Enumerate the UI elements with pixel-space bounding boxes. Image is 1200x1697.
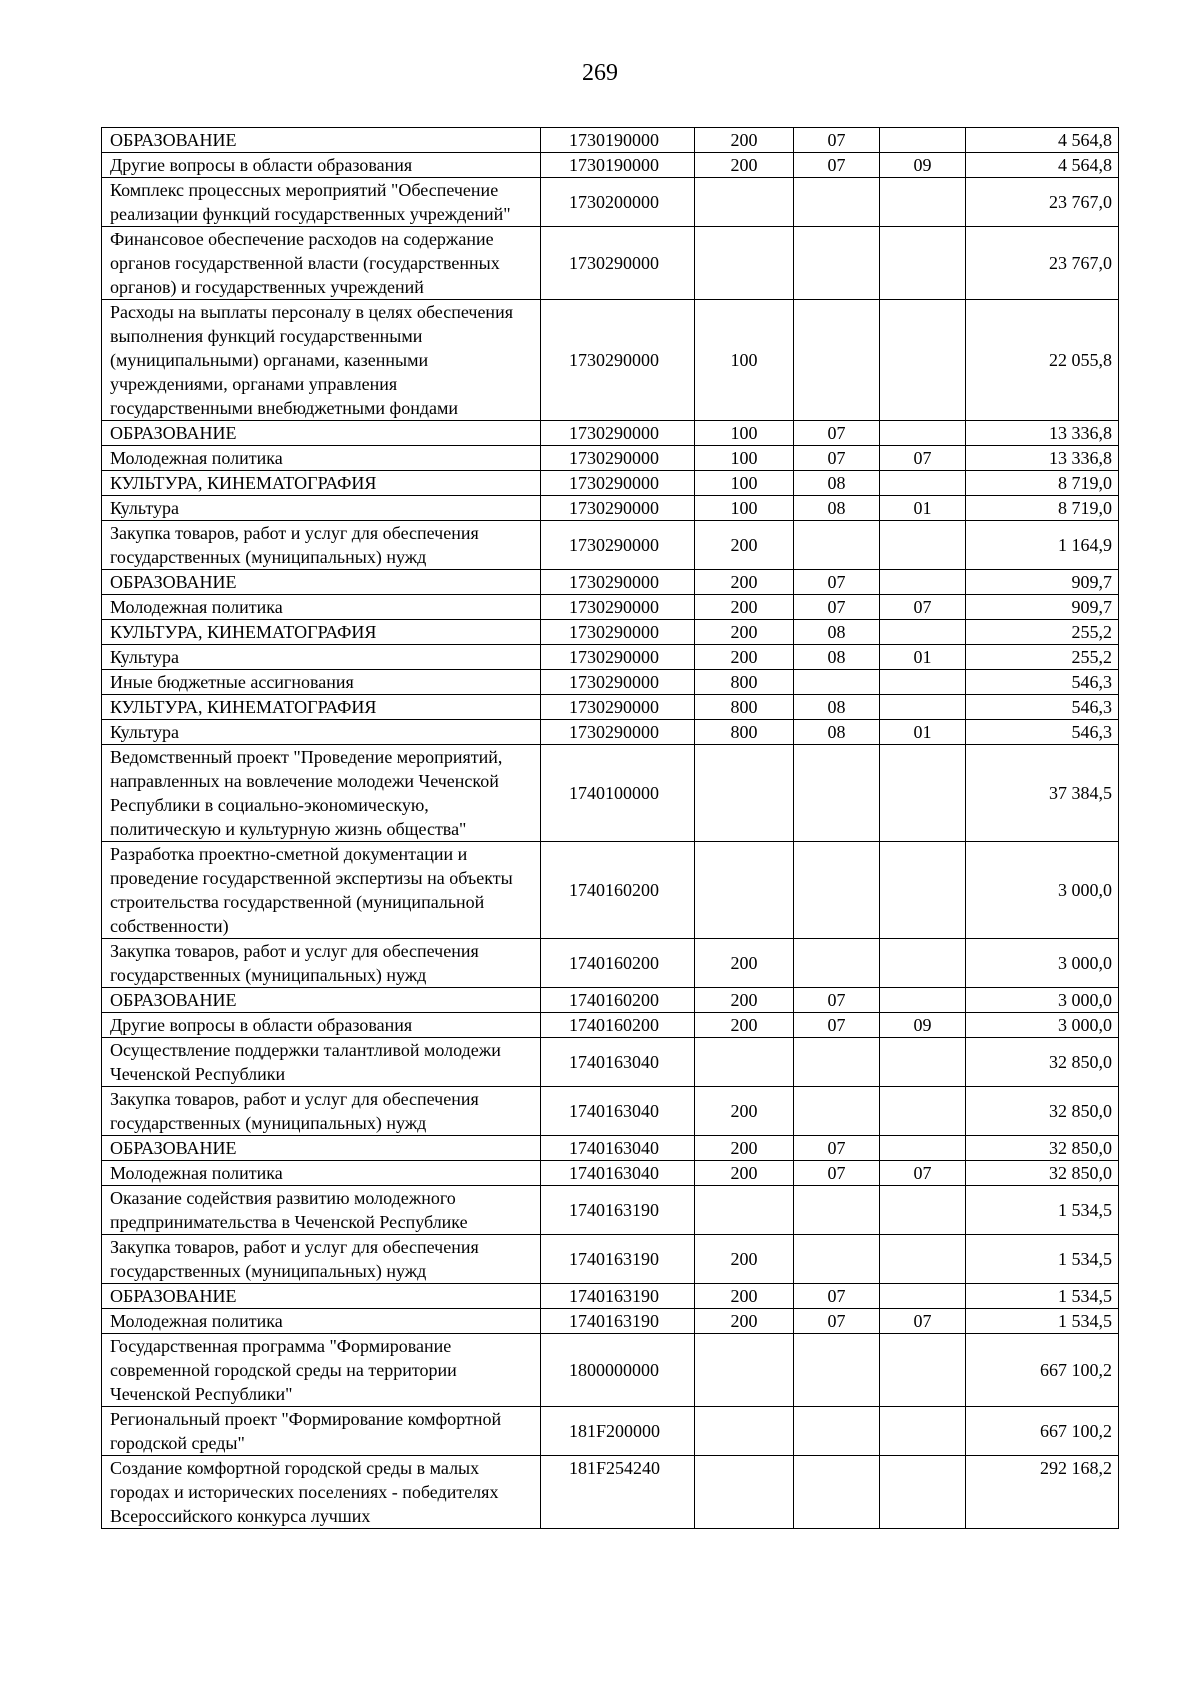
subsection-code-cell: 07 bbox=[880, 1161, 966, 1186]
row-name-cell: Создание комфортной городской среды в малых городах и исторических поселениях - победителях Всероссийского конкурса лучших bbox=[102, 1456, 541, 1529]
target-article-code-cell: 1730290000 bbox=[541, 471, 695, 496]
subsection-code-cell bbox=[880, 1186, 966, 1235]
subsection-code-cell bbox=[880, 1087, 966, 1136]
row-name-cell: Закупка товаров, работ и услуг для обеспечения государственных (муниципальных) нужд bbox=[102, 1235, 541, 1284]
expense-type-code-cell: 100 bbox=[695, 496, 794, 521]
amount-cell: 546,3 bbox=[966, 695, 1119, 720]
expense-type-code-cell: 100 bbox=[695, 446, 794, 471]
table-row bbox=[102, 1284, 1119, 1309]
expense-type-code-cell bbox=[695, 842, 794, 939]
section-code-cell: 07 bbox=[794, 1284, 880, 1309]
expense-type-code-cell: 200 bbox=[695, 988, 794, 1013]
subsection-code-cell: 01 bbox=[880, 720, 966, 745]
amount-cell: 1 164,9 bbox=[966, 521, 1119, 570]
row-name-cell: Молодежная политика bbox=[102, 446, 541, 471]
expense-type-code-cell: 200 bbox=[695, 1309, 794, 1334]
section-code-cell bbox=[794, 178, 880, 227]
expense-type-code-cell: 200 bbox=[695, 620, 794, 645]
table-row bbox=[102, 570, 1119, 595]
subsection-code-cell bbox=[880, 1038, 966, 1087]
amount-cell: 23 767,0 bbox=[966, 227, 1119, 300]
expense-type-code-cell bbox=[695, 1407, 794, 1456]
row-name-cell: Оказание содействия развитию молодежного предпринимательства в Чеченской Республике bbox=[102, 1186, 541, 1235]
subsection-code-cell bbox=[880, 988, 966, 1013]
target-article-code-cell: 1730290000 bbox=[541, 496, 695, 521]
amount-cell: 22 055,8 bbox=[966, 300, 1119, 421]
subsection-code-cell: 07 bbox=[880, 1309, 966, 1334]
table-row bbox=[102, 620, 1119, 645]
section-code-cell bbox=[794, 1235, 880, 1284]
target-article-code-cell: 181F254240 bbox=[541, 1456, 695, 1529]
section-code-cell bbox=[794, 1087, 880, 1136]
amount-cell: 4 564,8 bbox=[966, 128, 1119, 153]
row-name-cell: Региональный проект "Формирование комфортной городской среды" bbox=[102, 1407, 541, 1456]
expense-type-code-cell: 100 bbox=[695, 300, 794, 421]
section-code-cell: 07 bbox=[794, 128, 880, 153]
row-name-cell: Другие вопросы в области образования bbox=[102, 1013, 541, 1038]
target-article-code-cell: 1730290000 bbox=[541, 300, 695, 421]
table-row bbox=[102, 1334, 1119, 1407]
table-row bbox=[102, 178, 1119, 227]
section-code-cell bbox=[794, 521, 880, 570]
subsection-code-cell bbox=[880, 1407, 966, 1456]
subsection-code-cell bbox=[880, 1284, 966, 1309]
table-row bbox=[102, 227, 1119, 300]
subsection-code-cell bbox=[880, 471, 966, 496]
section-code-cell bbox=[794, 1407, 880, 1456]
target-article-code-cell: 181F200000 bbox=[541, 1407, 695, 1456]
amount-cell: 667 100,2 bbox=[966, 1334, 1119, 1407]
amount-cell: 23 767,0 bbox=[966, 178, 1119, 227]
amount-cell: 546,3 bbox=[966, 670, 1119, 695]
section-code-cell bbox=[794, 227, 880, 300]
expense-type-code-cell bbox=[695, 1038, 794, 1087]
target-article-code-cell: 1730290000 bbox=[541, 670, 695, 695]
amount-cell: 32 850,0 bbox=[966, 1087, 1119, 1136]
expense-type-code-cell bbox=[695, 1456, 794, 1529]
row-name-cell: Культура bbox=[102, 645, 541, 670]
target-article-code-cell: 1730190000 bbox=[541, 153, 695, 178]
table-row bbox=[102, 521, 1119, 570]
section-code-cell: 07 bbox=[794, 421, 880, 446]
table-row bbox=[102, 1038, 1119, 1087]
expense-type-code-cell: 200 bbox=[695, 595, 794, 620]
amount-cell: 255,2 bbox=[966, 620, 1119, 645]
target-article-code-cell: 1740163040 bbox=[541, 1161, 695, 1186]
target-article-code-cell: 1730290000 bbox=[541, 227, 695, 300]
amount-cell: 37 384,5 bbox=[966, 745, 1119, 842]
amount-cell: 3 000,0 bbox=[966, 988, 1119, 1013]
subsection-code-cell bbox=[880, 620, 966, 645]
section-code-cell bbox=[794, 300, 880, 421]
target-article-code-cell: 1740163040 bbox=[541, 1136, 695, 1161]
table-row bbox=[102, 496, 1119, 521]
subsection-code-cell bbox=[880, 745, 966, 842]
table-row bbox=[102, 1087, 1119, 1136]
table-row bbox=[102, 939, 1119, 988]
amount-cell: 667 100,2 bbox=[966, 1407, 1119, 1456]
expense-type-code-cell: 200 bbox=[695, 1284, 794, 1309]
table-row bbox=[102, 670, 1119, 695]
section-code-cell: 08 bbox=[794, 496, 880, 521]
section-code-cell bbox=[794, 1038, 880, 1087]
row-name-cell: Разработка проектно-сметной документации и проведение государственной экспертизы на объекты строительства государственной (муниципальной собственности) bbox=[102, 842, 541, 939]
row-name-cell: Иные бюджетные ассигнования bbox=[102, 670, 541, 695]
amount-cell: 8 719,0 bbox=[966, 496, 1119, 521]
section-code-cell: 08 bbox=[794, 720, 880, 745]
subsection-code-cell bbox=[880, 421, 966, 446]
section-code-cell: 07 bbox=[794, 153, 880, 178]
row-name-cell: Осуществление поддержки талантливой молодежи Чеченской Республики bbox=[102, 1038, 541, 1087]
subsection-code-cell bbox=[880, 570, 966, 595]
amount-cell: 8 719,0 bbox=[966, 471, 1119, 496]
subsection-code-cell bbox=[880, 1456, 966, 1529]
row-name-cell: Молодежная политика bbox=[102, 1309, 541, 1334]
row-name-cell: ОБРАЗОВАНИЕ bbox=[102, 421, 541, 446]
table-row bbox=[102, 842, 1119, 939]
subsection-code-cell: 07 bbox=[880, 446, 966, 471]
table-row bbox=[102, 595, 1119, 620]
subsection-code-cell bbox=[880, 939, 966, 988]
amount-cell: 32 850,0 bbox=[966, 1038, 1119, 1087]
subsection-code-cell bbox=[880, 521, 966, 570]
row-name-cell: ОБРАЗОВАНИЕ bbox=[102, 1284, 541, 1309]
target-article-code-cell: 1730290000 bbox=[541, 645, 695, 670]
subsection-code-cell: 01 bbox=[880, 645, 966, 670]
target-article-code-cell: 1740160200 bbox=[541, 842, 695, 939]
target-article-code-cell: 1730290000 bbox=[541, 421, 695, 446]
target-article-code-cell: 1740160200 bbox=[541, 939, 695, 988]
amount-cell: 4 564,8 bbox=[966, 153, 1119, 178]
section-code-cell: 07 bbox=[794, 446, 880, 471]
expense-type-code-cell: 800 bbox=[695, 695, 794, 720]
amount-cell: 909,7 bbox=[966, 595, 1119, 620]
table-row bbox=[102, 988, 1119, 1013]
target-article-code-cell: 1730290000 bbox=[541, 720, 695, 745]
target-article-code-cell: 1730200000 bbox=[541, 178, 695, 227]
page-number: 269 bbox=[582, 60, 618, 86]
table-row bbox=[102, 421, 1119, 446]
section-code-cell bbox=[794, 939, 880, 988]
section-code-cell: 07 bbox=[794, 1309, 880, 1334]
expense-type-code-cell: 800 bbox=[695, 670, 794, 695]
subsection-code-cell: 07 bbox=[880, 595, 966, 620]
row-name-cell: Закупка товаров, работ и услуг для обеспечения государственных (муниципальных) нужд bbox=[102, 521, 541, 570]
section-code-cell: 07 bbox=[794, 570, 880, 595]
section-code-cell: 08 bbox=[794, 620, 880, 645]
table-row bbox=[102, 153, 1119, 178]
section-code-cell bbox=[794, 745, 880, 842]
amount-cell: 32 850,0 bbox=[966, 1161, 1119, 1186]
row-name-cell: Культура bbox=[102, 496, 541, 521]
table-row bbox=[102, 720, 1119, 745]
row-name-cell: ОБРАЗОВАНИЕ bbox=[102, 128, 541, 153]
table-row bbox=[102, 695, 1119, 720]
target-article-code-cell: 1730290000 bbox=[541, 695, 695, 720]
table-row bbox=[102, 645, 1119, 670]
amount-cell: 1 534,5 bbox=[966, 1235, 1119, 1284]
row-name-cell: Комплекс процессных мероприятий "Обеспечение реализации функций государственных учреждений" bbox=[102, 178, 541, 227]
table-row bbox=[102, 1161, 1119, 1186]
budget-table-body bbox=[102, 128, 1119, 1529]
section-code-cell: 07 bbox=[794, 988, 880, 1013]
expense-type-code-cell bbox=[695, 745, 794, 842]
subsection-code-cell bbox=[880, 1334, 966, 1407]
table-row bbox=[102, 1136, 1119, 1161]
expense-type-code-cell: 100 bbox=[695, 421, 794, 446]
subsection-code-cell: 01 bbox=[880, 496, 966, 521]
row-name-cell: Культура bbox=[102, 720, 541, 745]
amount-cell: 3 000,0 bbox=[966, 842, 1119, 939]
amount-cell: 1 534,5 bbox=[966, 1309, 1119, 1334]
section-code-cell bbox=[794, 670, 880, 695]
row-name-cell: Государственная программа "Формирование современной городской среды на территории Чеченской Республики" bbox=[102, 1334, 541, 1407]
expense-type-code-cell: 200 bbox=[695, 570, 794, 595]
subsection-code-cell bbox=[880, 670, 966, 695]
table-row bbox=[102, 1309, 1119, 1334]
subsection-code-cell bbox=[880, 300, 966, 421]
expense-type-code-cell: 200 bbox=[695, 1087, 794, 1136]
target-article-code-cell: 1730190000 bbox=[541, 128, 695, 153]
amount-cell: 292 168,2 bbox=[966, 1456, 1119, 1529]
section-code-cell bbox=[794, 1456, 880, 1529]
subsection-code-cell bbox=[880, 842, 966, 939]
section-code-cell: 07 bbox=[794, 1161, 880, 1186]
section-code-cell bbox=[794, 1334, 880, 1407]
expense-type-code-cell: 200 bbox=[695, 521, 794, 570]
target-article-code-cell: 1740163190 bbox=[541, 1284, 695, 1309]
amount-cell: 32 850,0 bbox=[966, 1136, 1119, 1161]
row-name-cell: Расходы на выплаты персоналу в целях обеспечения выполнения функций государственными (муниципальными) органами, казенными учреждениями, органами управления государственными внебюджетными фондами bbox=[102, 300, 541, 421]
amount-cell: 1 534,5 bbox=[966, 1186, 1119, 1235]
row-name-cell: Финансовое обеспечение расходов на содержание органов государственной власти (государственных органов) и государственных учреждений bbox=[102, 227, 541, 300]
expense-type-code-cell bbox=[695, 227, 794, 300]
target-article-code-cell: 1740160200 bbox=[541, 988, 695, 1013]
section-code-cell: 07 bbox=[794, 1136, 880, 1161]
budget-table bbox=[101, 127, 1119, 1529]
section-code-cell: 07 bbox=[794, 1013, 880, 1038]
expense-type-code-cell: 200 bbox=[695, 1013, 794, 1038]
target-article-code-cell: 1740163040 bbox=[541, 1087, 695, 1136]
expense-type-code-cell bbox=[695, 1334, 794, 1407]
target-article-code-cell: 1730290000 bbox=[541, 446, 695, 471]
expense-type-code-cell: 200 bbox=[695, 1136, 794, 1161]
table-row bbox=[102, 300, 1119, 421]
expense-type-code-cell: 200 bbox=[695, 128, 794, 153]
expense-type-code-cell: 100 bbox=[695, 471, 794, 496]
expense-type-code-cell bbox=[695, 178, 794, 227]
target-article-code-cell: 1740163190 bbox=[541, 1309, 695, 1334]
section-code-cell: 08 bbox=[794, 695, 880, 720]
row-name-cell: КУЛЬТУРА, КИНЕМАТОГРАФИЯ bbox=[102, 620, 541, 645]
row-name-cell: Молодежная политика bbox=[102, 1161, 541, 1186]
expense-type-code-cell: 200 bbox=[695, 1235, 794, 1284]
table-row bbox=[102, 1186, 1119, 1235]
row-name-cell: Ведомственный проект "Проведение мероприятий, направленных на вовлечение молодежи Чеченской Республики в социально-экономическую, политическую и культурную жизнь общества" bbox=[102, 745, 541, 842]
expense-type-code-cell: 200 bbox=[695, 153, 794, 178]
row-name-cell: КУЛЬТУРА, КИНЕМАТОГРАФИЯ bbox=[102, 695, 541, 720]
amount-cell: 546,3 bbox=[966, 720, 1119, 745]
table-row bbox=[102, 1456, 1119, 1529]
subsection-code-cell bbox=[880, 695, 966, 720]
target-article-code-cell: 1740163040 bbox=[541, 1038, 695, 1087]
expense-type-code-cell: 200 bbox=[695, 1161, 794, 1186]
target-article-code-cell: 1740160200 bbox=[541, 1013, 695, 1038]
target-article-code-cell: 1730290000 bbox=[541, 620, 695, 645]
expense-type-code-cell bbox=[695, 1186, 794, 1235]
table-row bbox=[102, 745, 1119, 842]
row-name-cell: Закупка товаров, работ и услуг для обеспечения государственных (муниципальных) нужд bbox=[102, 1087, 541, 1136]
row-name-cell: ОБРАЗОВАНИЕ bbox=[102, 570, 541, 595]
table-row bbox=[102, 1013, 1119, 1038]
target-article-code-cell: 1800000000 bbox=[541, 1334, 695, 1407]
amount-cell: 13 336,8 bbox=[966, 446, 1119, 471]
row-name-cell: КУЛЬТУРА, КИНЕМАТОГРАФИЯ bbox=[102, 471, 541, 496]
target-article-code-cell: 1740163190 bbox=[541, 1235, 695, 1284]
expense-type-code-cell: 800 bbox=[695, 720, 794, 745]
table-row bbox=[102, 446, 1119, 471]
amount-cell: 255,2 bbox=[966, 645, 1119, 670]
target-article-code-cell: 1730290000 bbox=[541, 595, 695, 620]
subsection-code-cell bbox=[880, 128, 966, 153]
table-row bbox=[102, 128, 1119, 153]
amount-cell: 3 000,0 bbox=[966, 939, 1119, 988]
expense-type-code-cell: 200 bbox=[695, 939, 794, 988]
subsection-code-cell bbox=[880, 227, 966, 300]
target-article-code-cell: 1730290000 bbox=[541, 521, 695, 570]
target-article-code-cell: 1740100000 bbox=[541, 745, 695, 842]
row-name-cell: ОБРАЗОВАНИЕ bbox=[102, 1136, 541, 1161]
section-code-cell: 07 bbox=[794, 595, 880, 620]
table-row bbox=[102, 1407, 1119, 1456]
row-name-cell: Молодежная политика bbox=[102, 595, 541, 620]
row-name-cell: Закупка товаров, работ и услуг для обеспечения государственных (муниципальных) нужд bbox=[102, 939, 541, 988]
row-name-cell: ОБРАЗОВАНИЕ bbox=[102, 988, 541, 1013]
section-code-cell bbox=[794, 842, 880, 939]
expense-type-code-cell: 200 bbox=[695, 645, 794, 670]
subsection-code-cell bbox=[880, 178, 966, 227]
target-article-code-cell: 1730290000 bbox=[541, 570, 695, 595]
subsection-code-cell: 09 bbox=[880, 153, 966, 178]
subsection-code-cell bbox=[880, 1136, 966, 1161]
target-article-code-cell: 1740163190 bbox=[541, 1186, 695, 1235]
row-name-cell: Другие вопросы в области образования bbox=[102, 153, 541, 178]
table-row bbox=[102, 471, 1119, 496]
amount-cell: 1 534,5 bbox=[966, 1284, 1119, 1309]
section-code-cell: 08 bbox=[794, 471, 880, 496]
amount-cell: 3 000,0 bbox=[966, 1013, 1119, 1038]
section-code-cell bbox=[794, 1186, 880, 1235]
amount-cell: 13 336,8 bbox=[966, 421, 1119, 446]
amount-cell: 909,7 bbox=[966, 570, 1119, 595]
section-code-cell: 08 bbox=[794, 645, 880, 670]
subsection-code-cell: 09 bbox=[880, 1013, 966, 1038]
subsection-code-cell bbox=[880, 1235, 966, 1284]
table-row bbox=[102, 1235, 1119, 1284]
